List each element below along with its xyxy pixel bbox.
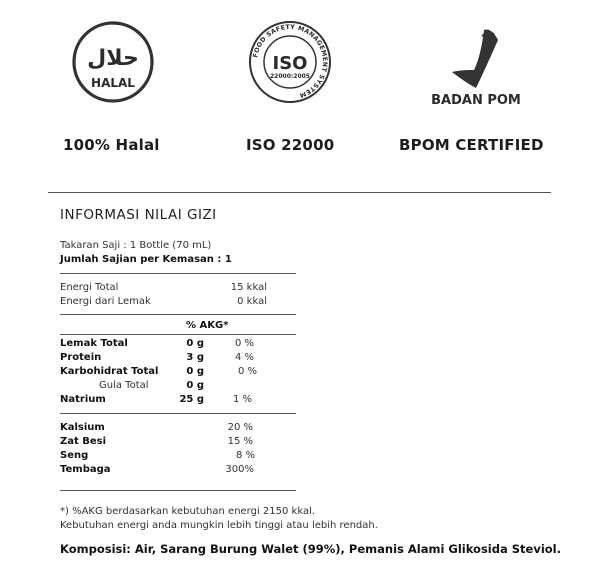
nutrient-akg: 1 %: [232, 394, 252, 405]
mineral-label: Zat Besi: [60, 436, 107, 447]
nutrition-title: INFORMASI NILAI GIZI: [60, 207, 217, 223]
nutrient-amount: 0 g: [186, 366, 204, 377]
nutrient-label: Karbohidrat Total: [60, 366, 159, 377]
halal-label: 100% Halal: [63, 136, 160, 154]
servings-per-pack: Jumlah Sajian per Kemasan : 1: [60, 254, 232, 265]
nutrient-akg: 0 %: [237, 366, 257, 377]
halal-logo: [71, 20, 155, 104]
nutrient-label: Protein: [60, 352, 102, 363]
akg-header: % AKG*: [186, 320, 229, 331]
rule: [60, 490, 296, 491]
energy-total-label: Energi Total: [60, 282, 119, 293]
nutrient-label: Lemak Total: [60, 338, 128, 349]
iso-label: ISO 22000: [246, 136, 335, 154]
serving-size: Takaran Saji : 1 Bottle (70 mL): [60, 240, 212, 251]
nutrient-akg: 4 %: [234, 352, 254, 363]
nutrient-amount: 25 g: [179, 394, 204, 405]
mineral-label: Seng: [60, 450, 89, 461]
rule: [60, 334, 296, 335]
nutrient-amount: 0 g: [186, 338, 204, 349]
energy-fat-label: Energi dari Lemak: [60, 296, 151, 307]
svg-text:ISO: ISO: [272, 53, 308, 74]
svg-text:22000:2005: 22000:2005: [270, 73, 310, 80]
composition: Komposisi: Air, Sarang Burung Walet (99%), Pemanis Alami Glikosida Steviol.: [60, 542, 561, 556]
footnote-energy: Kebutuhan energi anda mungkin lebih tinggi atau lebih rendah.: [60, 520, 378, 531]
footnote-akg: *) %AKG berdasarkan kebutuhan energi 2150 kkal.: [60, 506, 316, 517]
nutrient-label: Gula Total: [99, 380, 149, 391]
energy-total-value: 15 kkal: [230, 282, 267, 293]
svg-text:حلال: حلال: [87, 46, 139, 71]
rule: [60, 314, 296, 315]
nutrient-amount: 0 g: [186, 380, 204, 391]
rule: [60, 413, 296, 414]
mineral-akg: 20 %: [227, 422, 253, 433]
nutrient-label: Natrium: [60, 394, 106, 405]
mineral-akg: 300%: [225, 464, 254, 475]
nutrient-akg: 0 %: [234, 338, 254, 349]
iso-logo: [248, 20, 332, 104]
mineral-akg: 15 %: [227, 436, 253, 447]
svg-text:FOOD SAFETY MANAGEMENT SYSTEM: FOOD SAFETY MANAGEMENT SYSTEM: [252, 23, 329, 99]
rule: [60, 273, 296, 274]
mineral-label: Kalsium: [60, 422, 105, 433]
bpom-label: BPOM CERTIFIED: [399, 136, 544, 154]
energy-fat-value: 0 kkal: [237, 296, 267, 307]
svg-text:BADAN POM: BADAN POM: [431, 93, 521, 108]
section-divider: [48, 192, 551, 193]
bpom-logo: [424, 20, 528, 110]
nutrient-amount: 3 g: [186, 352, 204, 363]
mineral-akg: 8 %: [235, 450, 255, 461]
svg-text:HALAL: HALAL: [91, 76, 135, 90]
mineral-label: Tembaga: [60, 464, 111, 475]
